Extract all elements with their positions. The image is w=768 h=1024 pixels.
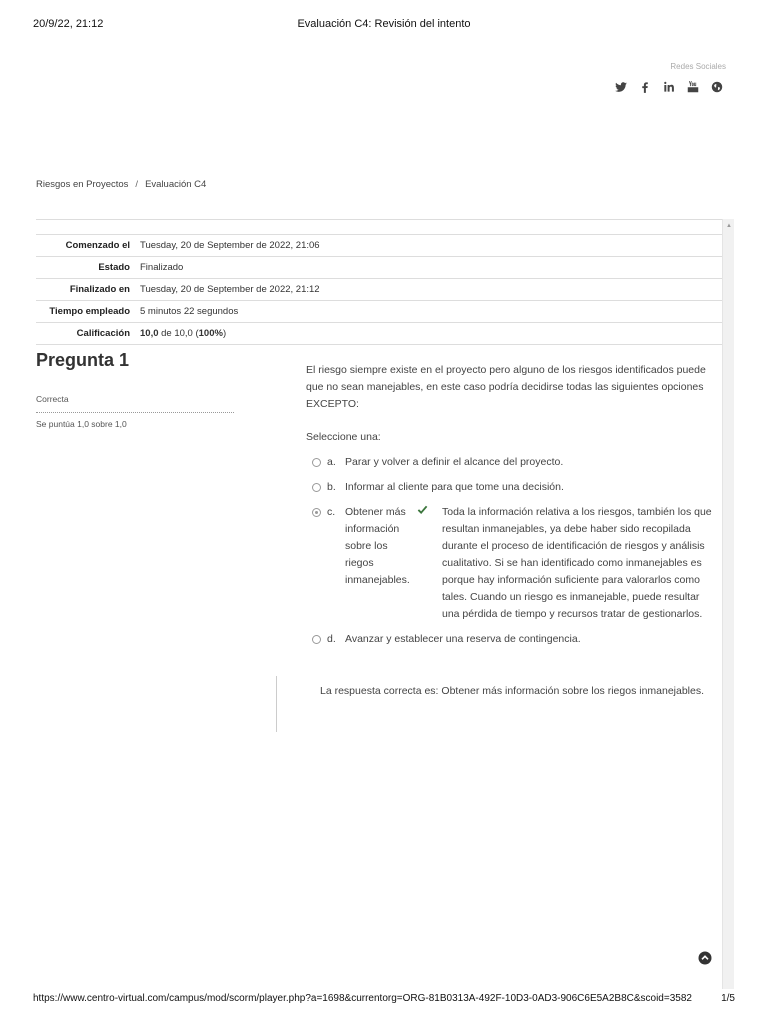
option-letter: b. [327, 481, 336, 493]
summary-row [36, 301, 722, 323]
linkedin-icon[interactable] [662, 80, 676, 94]
question-text: El riesgo siempre existe en el proyecto pero alguno de los riesgos identificados puede que no sean manejables, en este caso podría decidirse todas las siguientes opciones EXCEPTO: [306, 364, 706, 410]
question-info [36, 350, 234, 429]
scrollbar[interactable] [722, 219, 734, 989]
chevron-up-circle-icon [698, 951, 712, 965]
attempt-summary [36, 219, 722, 345]
right-answer-text: La respuesta correcta es: Obtener más información sobre los riegos inmanejables. [320, 685, 705, 697]
option-letter: d. [327, 633, 336, 645]
question-content [306, 362, 718, 648]
breadcrumb-course-link[interactable]: Riesgos en Proyectos [36, 179, 129, 190]
grade-value [136, 323, 722, 345]
answer-option [306, 479, 718, 496]
summary-label: Estado [98, 262, 130, 273]
social-icons [614, 80, 724, 94]
radio-button[interactable] [312, 458, 321, 467]
print-page-title: Evaluación C4: Revisión del intento [297, 18, 471, 30]
answer-option [306, 631, 718, 648]
question-grade: Se puntúa 1,0 sobre 1,0 [36, 419, 127, 429]
correct-check-icon [417, 504, 430, 521]
answer-option [306, 454, 718, 471]
summary-label: Finalizado en [69, 284, 130, 295]
summary-row [36, 279, 722, 301]
option-letter: c. [327, 506, 336, 518]
back-to-top-button[interactable] [698, 951, 712, 965]
facebook-icon[interactable] [638, 80, 652, 94]
right-answer-box [276, 676, 720, 732]
print-footer [33, 993, 735, 1004]
option-text: Parar y volver a definir el alcance del proyecto. [345, 456, 564, 468]
option-letter: a. [327, 456, 336, 468]
summary-row [36, 235, 722, 257]
print-header [33, 18, 735, 32]
summary-label: Comenzado el [65, 240, 130, 251]
summary-label: Calificación [76, 328, 130, 339]
grade-middle: de 10,0 ( [158, 328, 199, 339]
radio-button-checked[interactable] [312, 508, 321, 517]
summary-value: 5 minutos 22 segundos [140, 306, 239, 317]
summary-row [36, 323, 722, 345]
scroll-up-arrow-icon[interactable]: ▲ [726, 223, 732, 229]
social-label: Redes Sociales [670, 62, 726, 71]
question-state: Correcta [36, 394, 234, 413]
breadcrumb [36, 179, 206, 190]
option-feedback: Toda la información relativa a los riesgos, también los que resultan inmanejables, ya debe haber sido recopilada durante el proceso de identificación de riesgos y análisis cualitativo. Si se han identificado como inmanejables es porque hay información suficiente para valorarlos como tales. Cuando un riesgo es inmanejable, puede resultar una pérdida de tiempo y recursos tratar de gestionarlos. [442, 506, 712, 620]
answer-prompt: Seleccione una: [306, 431, 381, 443]
summary-row [36, 257, 722, 279]
option-text: Avanzar y establecer una reserva de contingencia. [345, 633, 581, 645]
breadcrumb-quiz-link[interactable]: Evaluación C4 [145, 179, 207, 190]
attempt-summary-table [36, 234, 722, 345]
print-page-number: 1/5 [721, 993, 735, 1004]
grade-score: 10,0 [140, 328, 159, 339]
option-text: Obtener más información sobre los riegos inmanejables. [345, 506, 410, 586]
print-date: 20/9/22, 21:12 [33, 18, 104, 30]
grade-percent: 100% [198, 328, 223, 339]
option-text: Informar al cliente para que tome una decisión. [345, 481, 564, 493]
radio-button[interactable] [312, 635, 321, 644]
breadcrumb-separator: / [135, 179, 139, 190]
grade-end: ) [222, 328, 227, 339]
twitter-icon[interactable] [614, 80, 628, 94]
globe-icon[interactable] [710, 80, 724, 94]
summary-value: Tuesday, 20 de September de 2022, 21:12 [140, 284, 320, 295]
summary-value: Tuesday, 20 de September de 2022, 21:06 [140, 240, 320, 251]
print-url: https://www.centro-virtual.com/campus/mod/scorm/player.php?a=1698&currentorg=ORG-81B0313A-492F-10D3-0AD3-906C6E5A2B8C&scoid=3582 [33, 993, 692, 1004]
summary-value: Finalizado [140, 262, 184, 273]
radio-button[interactable] [312, 483, 321, 492]
answer-option-selected [306, 504, 718, 623]
summary-label: Tiempo empleado [49, 306, 130, 317]
youtube-icon[interactable] [686, 80, 700, 94]
question-title: Pregunta 1 [36, 350, 130, 370]
